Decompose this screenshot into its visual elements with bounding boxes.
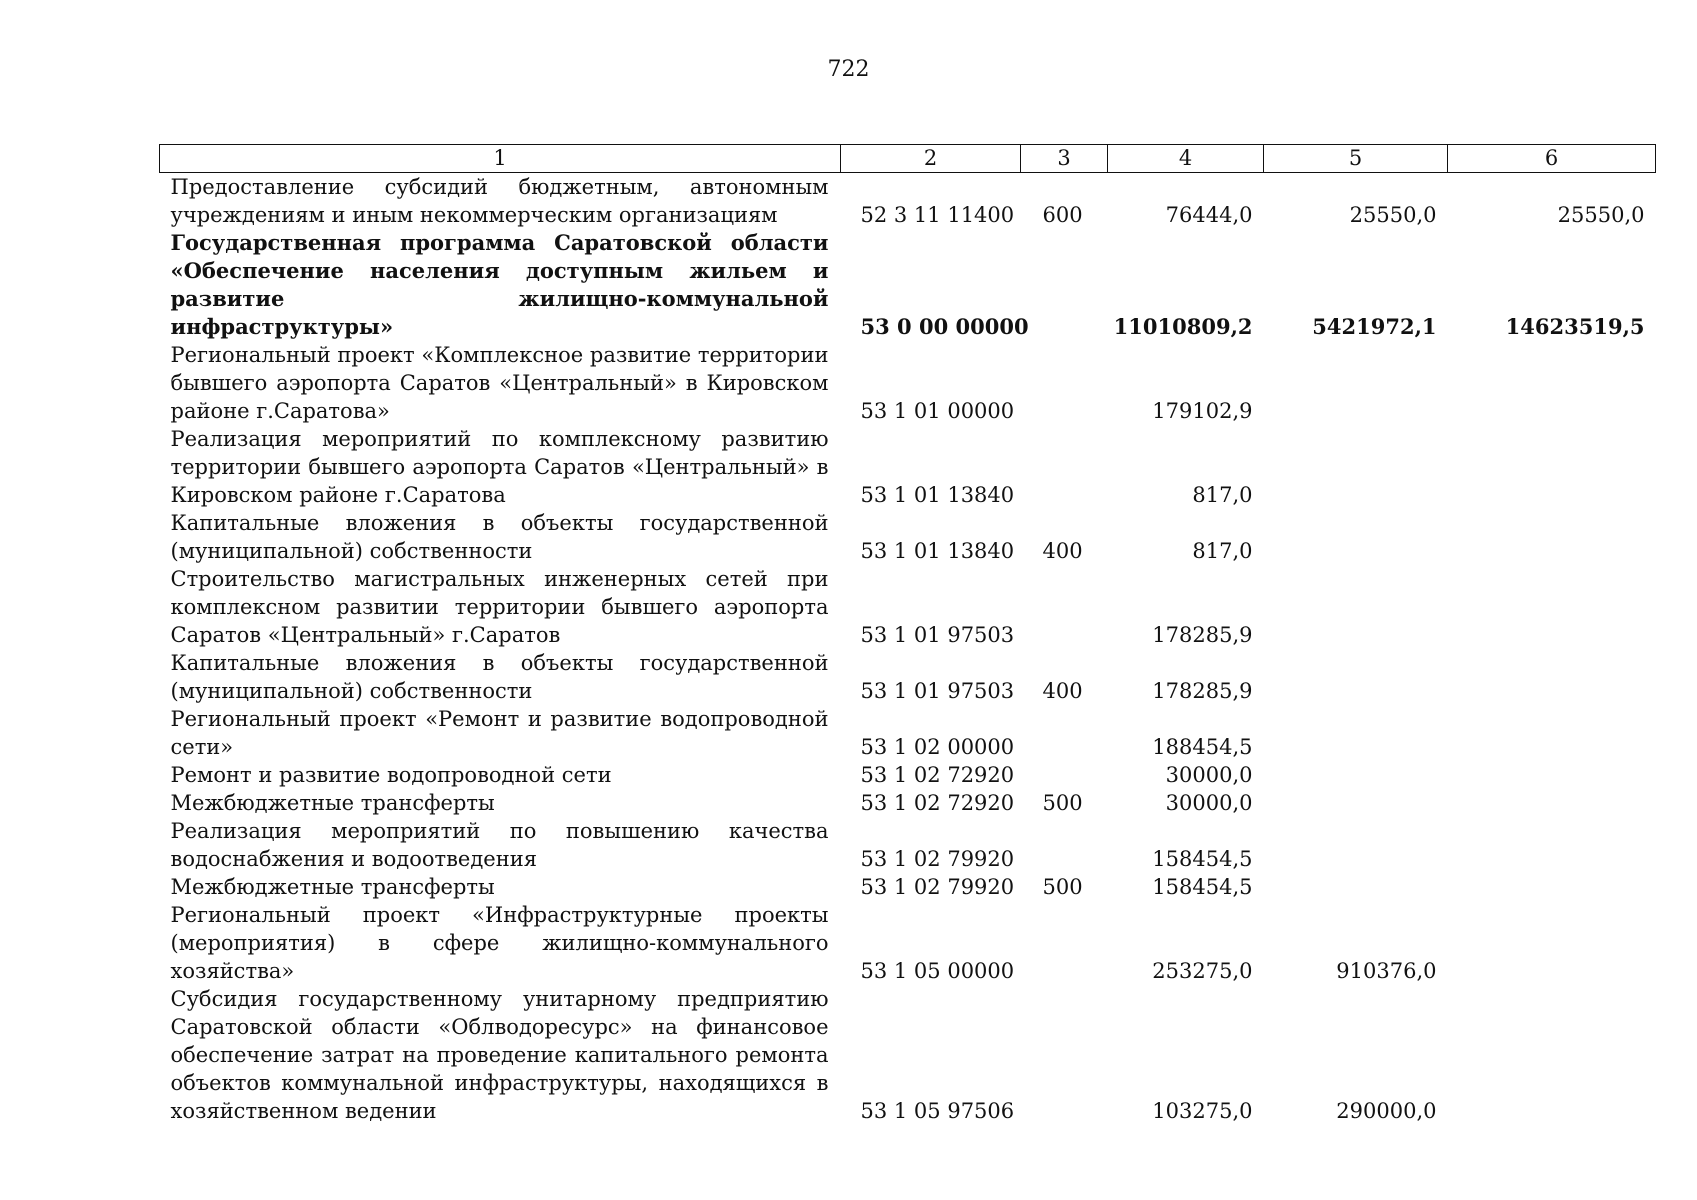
row-amount-col5-cell bbox=[1264, 761, 1448, 789]
row-code-cell: 53 1 05 00000 bbox=[860, 959, 1015, 983]
row-name-cell: Реализация мероприятий по комплексному развитию территории бывшего аэропорта Саратов «Центральный» в Кировском районе г.Саратова bbox=[170, 427, 829, 507]
column-header-3: 3 bbox=[1021, 145, 1108, 173]
row-amount-col5-cell: 910376,0 bbox=[1336, 959, 1437, 983]
row-amount-col4-cell: 158454,5 bbox=[1152, 875, 1253, 899]
row-expense-type-cell bbox=[1021, 761, 1108, 789]
row-amount-col4-cell: 178285,9 bbox=[1152, 679, 1253, 703]
table-row bbox=[160, 425, 1656, 509]
row-amount-col5-cell: 5421972,1 bbox=[1312, 314, 1437, 339]
row-expense-type-cell bbox=[1021, 705, 1108, 761]
row-amount-col6-cell: 25550,0 bbox=[1557, 203, 1645, 227]
row-amount-col5-cell bbox=[1264, 649, 1448, 705]
row-name-cell: Ремонт и развитие водопроводной сети bbox=[170, 763, 612, 787]
column-header-6: 6 bbox=[1448, 145, 1656, 173]
row-code-cell: 53 1 02 72920 bbox=[860, 791, 1015, 815]
table-row bbox=[160, 789, 1656, 817]
column-header-2: 2 bbox=[841, 145, 1021, 173]
row-code-cell: 52 3 11 11400 bbox=[860, 203, 1015, 227]
row-amount-col5-cell bbox=[1264, 705, 1448, 761]
table-row bbox=[160, 341, 1656, 425]
table-row bbox=[160, 173, 1656, 230]
row-code-cell: 53 1 01 97503 bbox=[860, 679, 1015, 703]
table-row bbox=[160, 985, 1656, 1125]
table-row bbox=[160, 649, 1656, 705]
row-expense-type-cell bbox=[1021, 901, 1108, 985]
column-header-4: 4 bbox=[1108, 145, 1264, 173]
row-amount-col6-cell bbox=[1448, 509, 1656, 565]
row-name-cell: Региональный проект «Комплексное развитие территории бывшего аэропорта Саратов «Центральный» в Кировском районе г.Саратова» bbox=[170, 343, 829, 423]
row-amount-col6-cell bbox=[1448, 565, 1656, 649]
row-expense-type-cell bbox=[1021, 341, 1108, 425]
row-code-cell: 53 1 01 13840 bbox=[860, 483, 1015, 507]
row-amount-col4-cell: 11010809,2 bbox=[1113, 314, 1253, 339]
row-amount-col6-cell: 14623519,5 bbox=[1505, 314, 1645, 339]
row-amount-col4-cell: 179102,9 bbox=[1152, 399, 1253, 423]
row-amount-col4-cell: 817,0 bbox=[1192, 483, 1253, 507]
row-code-cell: 53 0 00 00000 bbox=[860, 314, 1029, 339]
row-amount-col4-cell: 158454,5 bbox=[1152, 847, 1253, 871]
table-row bbox=[160, 509, 1656, 565]
row-code-cell: 53 1 02 79920 bbox=[860, 875, 1015, 899]
table-row bbox=[160, 761, 1656, 789]
row-amount-col4-cell: 30000,0 bbox=[1165, 763, 1253, 787]
row-name-cell: Межбюджетные трансферты bbox=[170, 875, 495, 899]
row-amount-col5-cell: 290000,0 bbox=[1336, 1099, 1437, 1123]
table-header bbox=[160, 145, 1656, 173]
row-expense-type-cell: 500 bbox=[1042, 791, 1083, 815]
row-name-cell: Государственная программа Саратовской области «Обеспечение населения доступным жильем и развитие жилищно-коммунальной инфраструктуры» bbox=[170, 230, 829, 339]
row-amount-col5-cell bbox=[1264, 873, 1448, 901]
row-name-cell: Строительство магистральных инженерных сетей при комплексном развитии территории бывшего аэропорта Саратов «Центральный» г.Саратов bbox=[170, 567, 829, 647]
table-row bbox=[160, 901, 1656, 985]
table-row bbox=[160, 873, 1656, 901]
row-code-cell: 53 1 02 79920 bbox=[860, 847, 1015, 871]
row-amount-col5-cell bbox=[1264, 817, 1448, 873]
column-header-1: 1 bbox=[160, 145, 841, 173]
row-name-cell: Реализация мероприятий по повышению качества водоснабжения и водоотведения bbox=[170, 819, 829, 871]
row-expense-type-cell: 600 bbox=[1042, 203, 1083, 227]
row-expense-type-cell bbox=[1021, 985, 1108, 1125]
table-row bbox=[160, 229, 1656, 341]
row-amount-col6-cell bbox=[1448, 873, 1656, 901]
table-body bbox=[160, 173, 1656, 1126]
row-expense-type-cell: 400 bbox=[1042, 539, 1083, 563]
row-name-cell: Межбюджетные трансферты bbox=[170, 791, 495, 815]
table-row bbox=[160, 565, 1656, 649]
row-amount-col4-cell: 178285,9 bbox=[1152, 623, 1253, 647]
row-code-cell: 53 1 01 13840 bbox=[860, 539, 1015, 563]
row-amount-col6-cell bbox=[1448, 761, 1656, 789]
row-amount-col6-cell bbox=[1448, 425, 1656, 509]
budget-table bbox=[159, 144, 1656, 1125]
row-expense-type-cell: 500 bbox=[1042, 875, 1083, 899]
row-code-cell: 53 1 05 97506 bbox=[860, 1099, 1015, 1123]
row-amount-col5-cell bbox=[1264, 341, 1448, 425]
row-name-cell: Капитальные вложения в объекты государственной (муниципальной) собственности bbox=[170, 651, 829, 703]
row-expense-type-cell bbox=[1021, 425, 1108, 509]
row-amount-col6-cell bbox=[1448, 649, 1656, 705]
row-amount-col4-cell: 817,0 bbox=[1192, 539, 1253, 563]
row-code-cell: 53 1 01 00000 bbox=[860, 399, 1015, 423]
row-expense-type-cell bbox=[1021, 817, 1108, 873]
row-expense-type-cell: 400 bbox=[1042, 679, 1083, 703]
row-amount-col5-cell bbox=[1264, 425, 1448, 509]
row-expense-type-cell bbox=[1021, 565, 1108, 649]
row-name-cell: Региональный проект «Ремонт и развитие водопроводной сети» bbox=[170, 707, 829, 759]
row-name-cell: Предоставление субсидий бюджетным, автономным учреждениям и иным некоммерческим организациям bbox=[170, 175, 829, 227]
row-amount-col6-cell bbox=[1448, 705, 1656, 761]
row-name-cell: Капитальные вложения в объекты государственной (муниципальной) собственности bbox=[170, 511, 829, 563]
row-amount-col4-cell: 188454,5 bbox=[1152, 735, 1253, 759]
column-header-5: 5 bbox=[1264, 145, 1448, 173]
row-amount-col4-cell: 103275,0 bbox=[1152, 1099, 1253, 1123]
row-amount-col4-cell: 30000,0 bbox=[1165, 791, 1253, 815]
row-amount-col5-cell bbox=[1264, 565, 1448, 649]
row-amount-col5-cell: 25550,0 bbox=[1349, 203, 1437, 227]
table-row bbox=[160, 705, 1656, 761]
table-header-row bbox=[160, 145, 1656, 173]
row-code-cell: 53 1 02 00000 bbox=[860, 735, 1015, 759]
row-amount-col6-cell bbox=[1448, 341, 1656, 425]
row-amount-col5-cell bbox=[1264, 509, 1448, 565]
row-amount-col5-cell bbox=[1264, 789, 1448, 817]
table-row bbox=[160, 817, 1656, 873]
row-code-cell: 53 1 02 72920 bbox=[860, 763, 1015, 787]
row-amount-col4-cell: 76444,0 bbox=[1165, 203, 1253, 227]
row-amount-col4-cell: 253275,0 bbox=[1152, 959, 1253, 983]
row-amount-col6-cell bbox=[1448, 789, 1656, 817]
row-name-cell: Региональный проект «Инфраструктурные проекты (мероприятия) в сфере жилищно-коммунального хозяйства» bbox=[170, 903, 829, 983]
page-number: 722 bbox=[827, 57, 870, 82]
row-name-cell: Субсидия государственному унитарному предприятию Саратовской области «Облводоресурс» на финансовое обеспечение затрат на проведение капитального ремонта объектов коммунальной инфраструктуры, находящихся в хозяйственном ведении bbox=[170, 987, 829, 1123]
row-amount-col6-cell bbox=[1448, 901, 1656, 985]
row-amount-col6-cell bbox=[1448, 817, 1656, 873]
row-amount-col6-cell bbox=[1448, 985, 1656, 1125]
row-code-cell: 53 1 01 97503 bbox=[860, 623, 1015, 647]
row-expense-type-cell bbox=[1021, 229, 1108, 341]
